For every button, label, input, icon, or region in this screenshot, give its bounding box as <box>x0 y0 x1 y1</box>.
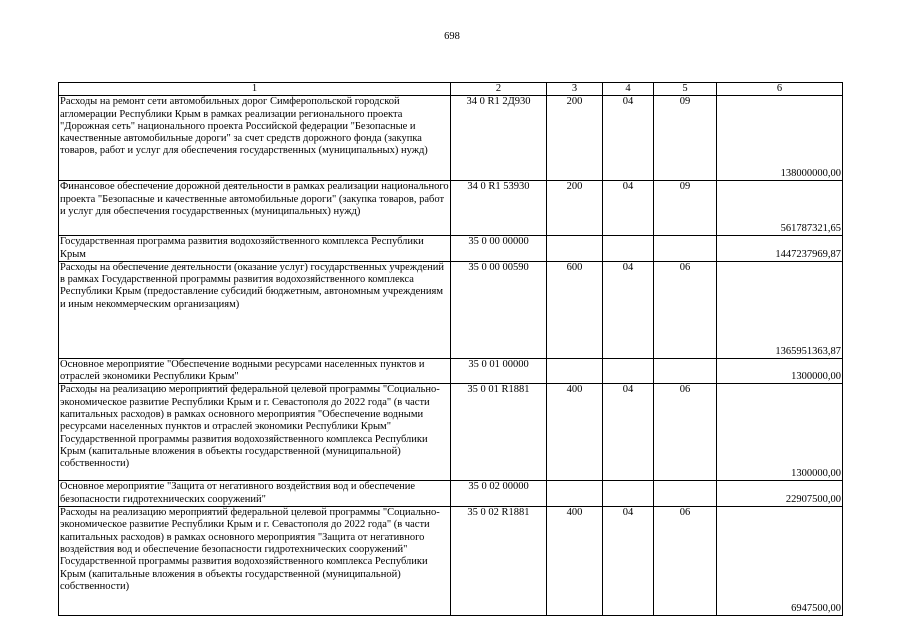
row-description: Государственная программа развития водохозяйственного комплекса Республики Крым <box>59 236 451 262</box>
row-amount: 22907500,00 <box>717 481 843 507</box>
column-header: 2 <box>451 83 547 96</box>
column-header: 4 <box>603 83 654 96</box>
column-header: 1 <box>59 83 451 96</box>
table-row <box>59 96 843 181</box>
column-header: 3 <box>547 83 603 96</box>
row-section: 04 <box>603 181 654 236</box>
row-section <box>603 481 654 507</box>
table-row <box>59 358 843 384</box>
row-amount: 1447237969,87 <box>717 236 843 262</box>
row-description: Расходы на реализацию мероприятий федеральной целевой программы "Социально-экономическое развитие Республики Крым и г. Севастополя до 2022 года" (в части капитальных расходов) в рамках основного мероприятия "Защита от негативного воздействия вод и обеспечение безопасности гидротехнических сооружений" Государственной программы развития водохозяйственного комплекса Республики Крым (капитальные вложения в объекты государственной (муниципальной) собственности) <box>59 507 451 616</box>
row-expense-type: 200 <box>547 96 603 181</box>
row-description: Расходы на ремонт сети автомобильных дорог Симферопольской городской агломерации Республики Крым в рамках реализации регионального проекта "Дорожная сеть" национального проекта Российской федерации "Безопасные и качественные автомобильные дороги" за счет средств дорожного фонда (закупка товаров, работ и услуг для обеспечения государственных (муниципальных) нужд) <box>59 96 451 181</box>
row-expense-type <box>547 481 603 507</box>
row-subsection: 06 <box>654 261 717 358</box>
row-description: Расходы на реализацию мероприятий федеральной целевой программы "Социально-экономическое развитие Республики Крым и г. Севастополя до 2022 года" (в части капитальных расходов) в рамках основного мероприятия "Обеспечение водными ресурсами населенных пунктов и отраслей экономики Республики Крым" Государственной программы развития водохозяйственного комплекса Республики Крым (капитальные вложения в объекты государственной (муниципальной) собственности) <box>59 384 451 481</box>
page-number: 698 <box>444 31 460 42</box>
row-target-code: 34 0 R1 53930 <box>451 181 547 236</box>
row-subsection: 09 <box>654 96 717 181</box>
row-target-code: 35 0 02 00000 <box>451 481 547 507</box>
row-target-code: 34 0 R1 2Д930 <box>451 96 547 181</box>
row-section: 04 <box>603 96 654 181</box>
row-subsection <box>654 236 717 262</box>
row-subsection: 06 <box>654 507 717 616</box>
row-target-code: 35 0 02 R1881 <box>451 507 547 616</box>
row-subsection <box>654 358 717 384</box>
table-row <box>59 181 843 236</box>
column-header: 6 <box>717 83 843 96</box>
row-description: Финансовое обеспечение дорожной деятельности в рамках реализации национального проекта "Безопасные и качественные автомобильные дороги" (закупка товаров, работ и услуг для обеспечения государственных (муниципальных) нужд) <box>59 181 451 236</box>
row-section <box>603 236 654 262</box>
row-expense-type: 600 <box>547 261 603 358</box>
row-description: Основное мероприятие "Защита от негативного воздействия вод и обеспечение безопасности гидротехнических сооружений" <box>59 481 451 507</box>
row-section: 04 <box>603 261 654 358</box>
row-expense-type: 200 <box>547 181 603 236</box>
row-expense-type <box>547 358 603 384</box>
row-expense-type: 400 <box>547 507 603 616</box>
row-target-code: 35 0 00 00590 <box>451 261 547 358</box>
row-expense-type <box>547 236 603 262</box>
row-amount: 1300000,00 <box>717 358 843 384</box>
table-row <box>59 384 843 481</box>
table-row <box>59 507 843 616</box>
table-row <box>59 261 843 358</box>
row-amount: 561787321,65 <box>717 181 843 236</box>
row-section: 04 <box>603 507 654 616</box>
row-target-code: 35 0 01 R1881 <box>451 384 547 481</box>
row-target-code: 35 0 00 00000 <box>451 236 547 262</box>
row-description: Основное мероприятие "Обеспечение водными ресурсами населенных пунктов и отраслей экономики Республики Крым" <box>59 358 451 384</box>
row-subsection <box>654 481 717 507</box>
column-header: 5 <box>654 83 717 96</box>
row-target-code: 35 0 01 00000 <box>451 358 547 384</box>
row-expense-type: 400 <box>547 384 603 481</box>
row-description: Расходы на обеспечение деятельности (оказание услуг) государственных учреждений в рамках Государственной программы развития водохозяйственного комплекса Республики Крым (предоставление субсидий бюджетным, автономным учреждениям и иным некоммерческим организациям) <box>59 261 451 358</box>
table-header-row <box>59 83 843 96</box>
row-section <box>603 358 654 384</box>
row-amount: 138000000,00 <box>717 96 843 181</box>
table-row <box>59 481 843 507</box>
row-subsection: 06 <box>654 384 717 481</box>
row-amount: 6947500,00 <box>717 507 843 616</box>
table-row <box>59 236 843 262</box>
row-subsection: 09 <box>654 181 717 236</box>
row-section: 04 <box>603 384 654 481</box>
row-amount: 1300000,00 <box>717 384 843 481</box>
row-amount: 1365951363,87 <box>717 261 843 358</box>
budget-table <box>58 82 843 616</box>
